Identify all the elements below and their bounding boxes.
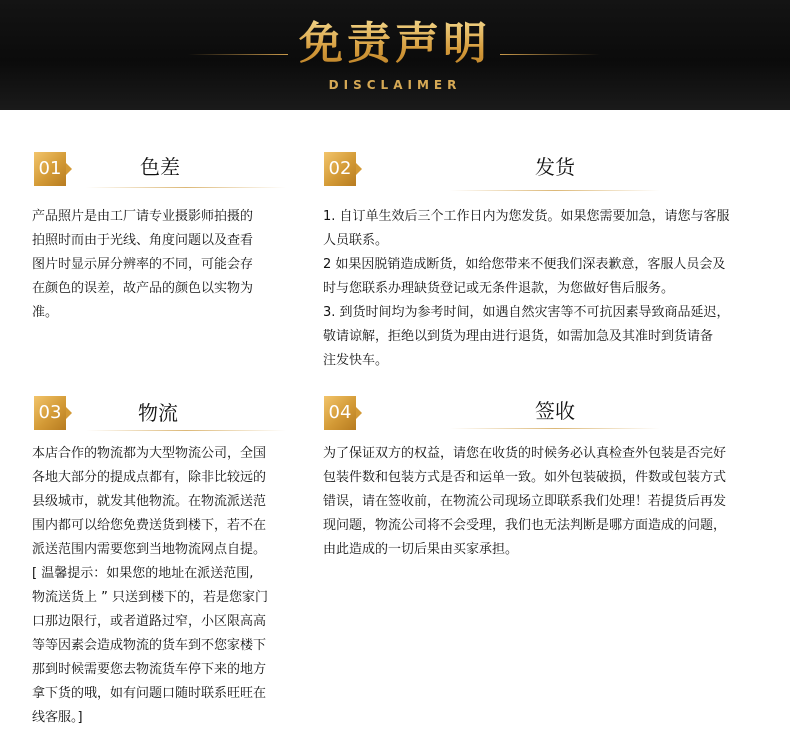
body-line: 线客服。] <box>32 710 83 725</box>
section-body <box>32 442 292 730</box>
body-line: 现问题，物流公司将不会受理，我们也无法判断是哪方面造成的问题， <box>323 518 727 533</box>
disclaimer-banner <box>0 0 790 110</box>
section-title: 色差 <box>140 155 180 179</box>
title-underline <box>86 430 286 431</box>
banner-subtitle: DISCLAIMER <box>328 78 462 92</box>
body-line: 派送范围内需要您到当地物流网点自提。 <box>32 542 267 557</box>
body-line: 围内都可以给您免费送货到楼下，若不在 <box>32 518 267 533</box>
body-line: 产品照片是由工厂请专业摄影师拍摄的 <box>32 209 254 224</box>
section-number-badge: 01 <box>34 152 66 186</box>
section-number-badge: 04 <box>324 396 356 430</box>
body-line: 错误，请在签收前，在物流公司现场立即联系我们处理！若提货后再发 <box>323 494 727 509</box>
section-body <box>323 442 783 562</box>
body-line: 图片时显示屏分辨率的不同，可能会存 <box>32 257 254 272</box>
body-line: 各地大部分的提成点都有，除非比较远的 <box>32 470 267 485</box>
body-line: 为了保证双方的权益，请您在收货的时候务必认真检查外包装是否完好 <box>323 446 727 461</box>
body-line: 那到时候需要您去物流货车停下来的地方 <box>32 662 267 677</box>
body-line: 2 如果因脱销造成断货，如给您带来不便我们深表歉意，客服人员会及 <box>323 257 726 272</box>
body-line: 等等因素会造成物流的货车到不您家楼下 <box>32 638 267 653</box>
body-line: 3. 到货时间均为参考时间，如遇自然灾害等不可抗因素导致商品延迟， <box>323 305 730 320</box>
body-line: 由此造成的一切后果由买家承担。 <box>323 542 519 557</box>
body-line: 拍照时而由于光线、角度问题以及查看 <box>32 233 254 248</box>
body-line: 注发快车。 <box>323 353 389 368</box>
body-line: 准。 <box>32 305 59 320</box>
section-number-badge: 03 <box>34 396 66 430</box>
body-line: 人员联系。 <box>323 233 389 248</box>
body-line: 县级城市，就发其他物流。在物流派送范 <box>32 494 267 509</box>
title-underline <box>450 428 660 429</box>
body-line: 包装件数和包装方式是否和运单一致。如外包装破损，件数或包装方式 <box>323 470 727 485</box>
body-line: 1. 自订单生效后三个工作日内为您发货。如果您需要加急，请您与客服 <box>323 209 730 224</box>
body-line: 在颜色的误差，故产品的颜色以实物为 <box>32 281 254 296</box>
title-underline <box>86 187 286 188</box>
body-line: 拿下货的哦，如有问题口随时联系旺旺在 <box>32 686 267 701</box>
section-title: 物流 <box>138 401 178 425</box>
section-body <box>323 205 783 373</box>
badge-arrow-icon <box>356 163 362 175</box>
body-line: 口那边限行，或者道路过窄，小区限高高 <box>32 614 267 629</box>
section-number-badge: 02 <box>324 152 356 186</box>
title-underline <box>450 190 660 191</box>
section-body <box>32 205 292 325</box>
badge-arrow-icon <box>66 163 72 175</box>
body-line: 本店合作的物流都为大型物流公司，全国 <box>32 446 267 461</box>
badge-arrow-icon <box>356 407 362 419</box>
section-title: 发货 <box>535 155 575 179</box>
badge-arrow-icon <box>66 407 72 419</box>
body-line: 时与您联系办理缺货登记或无条件退款，为您做好售后服务。 <box>323 281 675 296</box>
body-line: 敬请谅解，拒绝以到货为理由进行退货，如需加急及其准时到货请备 <box>323 329 714 344</box>
section-title: 签收 <box>535 399 575 423</box>
banner-title: 免责声明 <box>0 14 790 74</box>
body-line: [ 温馨提示：如果您的地址在派送范围, <box>32 566 254 581</box>
body-line: 物流送货上 ” 只送到楼下的，若是您家门 <box>32 590 268 605</box>
